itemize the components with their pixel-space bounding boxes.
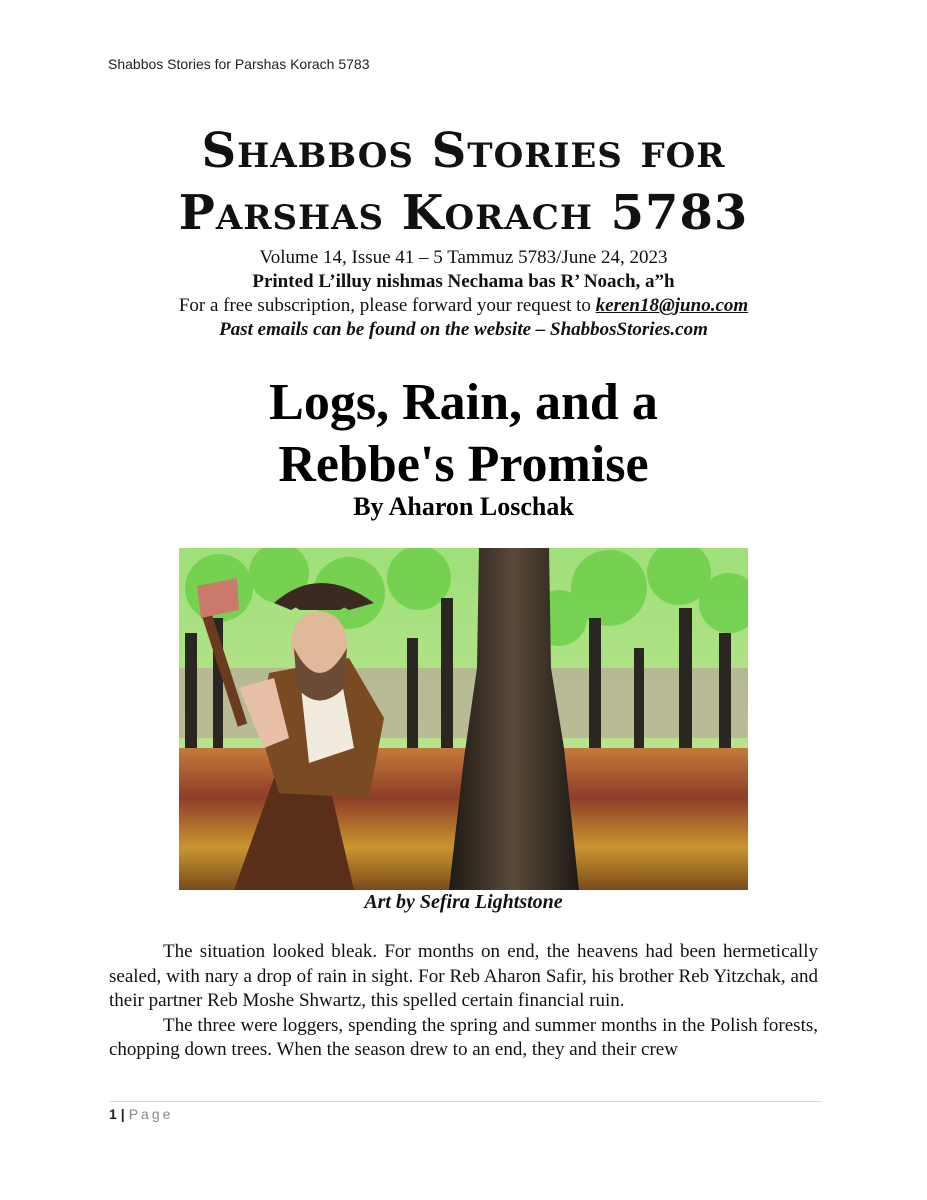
masthead-title xyxy=(0,120,927,244)
dedication-line: Printed L’illuy nishmas Nechama bas R’ Noach, a”h xyxy=(252,271,675,292)
logger-illustration xyxy=(179,548,748,890)
page-label: Page xyxy=(128,1106,174,1122)
subscription-text: For a free subscription, please forward your request to xyxy=(178,295,596,316)
masthead-line-2: Parshas Korach 5783 xyxy=(178,185,749,241)
website-line: Past emails can be found on the website – ShabbosStories.com xyxy=(219,319,708,340)
story-body xyxy=(109,940,818,1063)
footer-separator: | xyxy=(120,1106,125,1122)
story-paragraph: The three were loggers, spending the spring and summer months in the Polish forests, chopping down trees. When the season drew to an end, they and their crew xyxy=(109,1014,818,1060)
story-title-line-2: Rebbe's Promise xyxy=(278,436,649,493)
story-byline: By Aharon Loschak xyxy=(353,492,574,521)
story-illustration xyxy=(179,548,748,890)
email-link[interactable]: keren18@juno.com xyxy=(595,295,749,316)
footer-divider xyxy=(109,1101,821,1102)
running-header: Shabbos Stories for Parshas Korach 5783 xyxy=(108,56,370,72)
page-number: 1 xyxy=(109,1106,117,1122)
story-title-line-1: Logs, Rain, and a xyxy=(269,374,658,431)
issue-line: Volume 14, Issue 41 – 5 Tammuz 5783/June 24, 2023 xyxy=(259,247,668,268)
story-paragraph: The situation looked bleak. For months on end, the heavens had been hermetically sealed, with nary a drop of rain in sight. For Reb Aharon Safir, his brother Reb Yitzchak, and their partner Reb Moshe Shwartz, this spelled certain financial ruin. xyxy=(109,941,818,1011)
page-footer xyxy=(109,1106,173,1122)
subscription-line xyxy=(0,294,927,318)
masthead-line-1: Shabbos Stories for xyxy=(201,123,726,179)
issue-meta xyxy=(0,246,927,342)
story-title xyxy=(0,372,927,496)
illustration-caption: Art by Sefira Lightstone xyxy=(364,891,563,913)
